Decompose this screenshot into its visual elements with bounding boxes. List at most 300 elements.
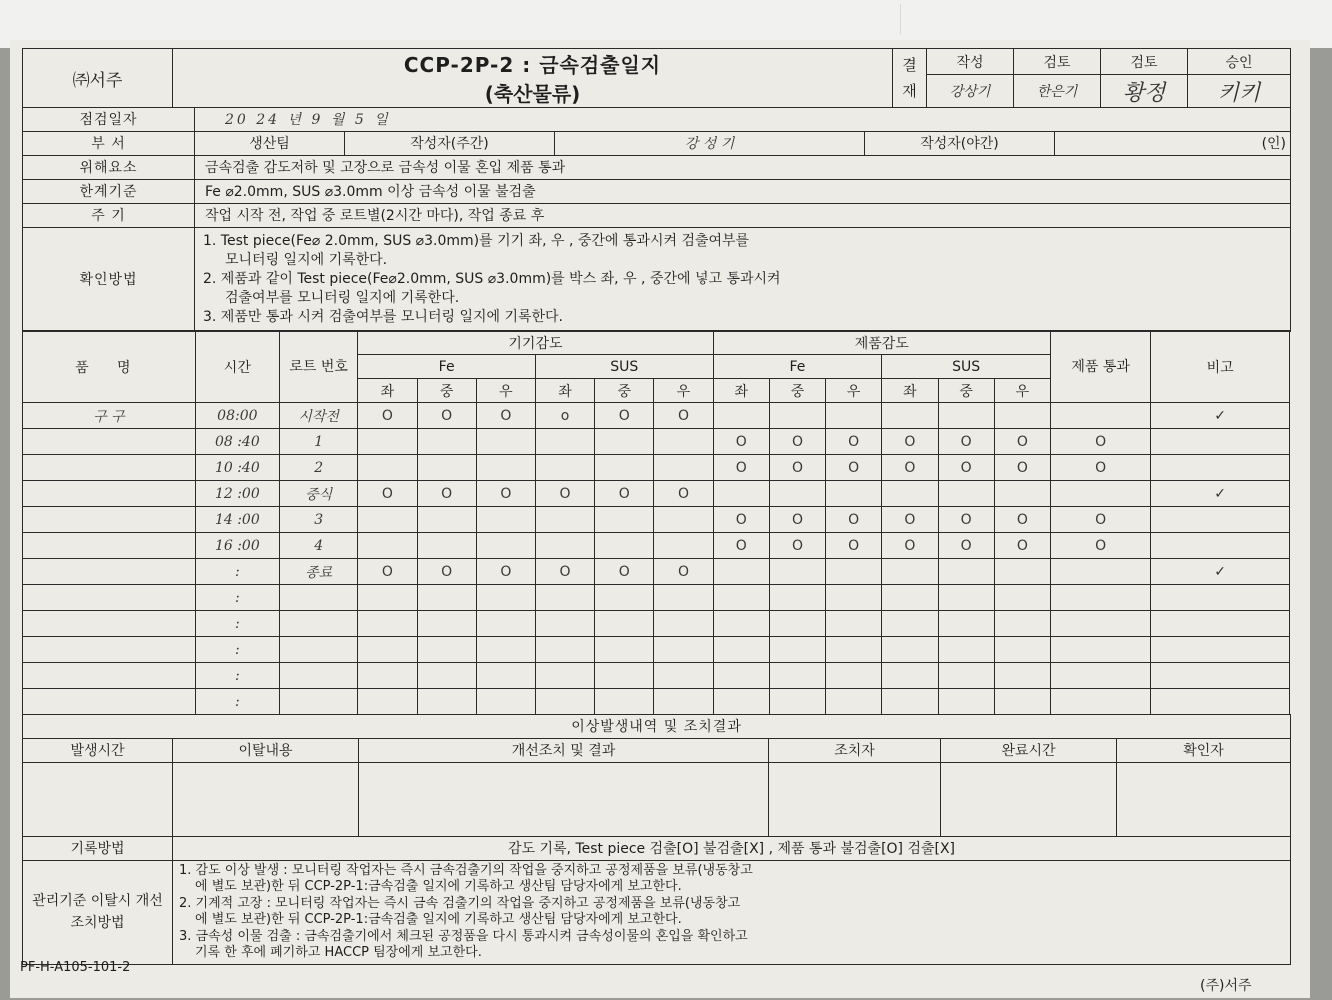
date-label: 점검일자 <box>23 107 195 131</box>
sensitivity-cell: O <box>938 533 994 559</box>
lot-cell <box>280 637 358 663</box>
time-cell: : <box>195 585 279 611</box>
mgmt-line: 1. 감도 이상 발생 : 모니터링 작업자는 즉시 금속검출기의 작업을 중지하고 공정제품을 보류(냉동창고 <box>179 862 753 878</box>
company-name: ㈜서주 <box>23 49 173 108</box>
method-line: 3. 제품만 통과 시켜 검출여부를 모니터링 일지에 기록한다. <box>203 308 564 325</box>
col-lot: 로트 번호 <box>280 331 358 403</box>
sensitivity-cell: O <box>654 481 713 507</box>
sensitivity-cell: O <box>417 559 476 585</box>
sensitivity-cell <box>476 507 535 533</box>
sensitivity-cell <box>476 585 535 611</box>
sensitivity-cell: O <box>713 429 769 455</box>
sensitivity-cell <box>358 637 417 663</box>
sensitivity-cell: O <box>994 533 1050 559</box>
sensitivity-cell: O <box>595 403 654 429</box>
sensitivity-cell <box>938 481 994 507</box>
sensitivity-cell <box>654 455 713 481</box>
lot-cell: 1 <box>280 429 358 455</box>
sensitivity-cell <box>476 663 535 689</box>
sensitivity-cell: O <box>882 429 938 455</box>
sensitivity-cell: O <box>535 481 594 507</box>
lot-cell: 2 <box>280 455 358 481</box>
incident-col: 완료시간 <box>941 738 1117 762</box>
approval-signature: 강상기 <box>927 75 1014 108</box>
product-cell <box>23 455 196 481</box>
sensitivity-cell <box>713 403 769 429</box>
sensitivity-cell <box>882 585 938 611</box>
lot-cell: 중식 <box>280 481 358 507</box>
sensitivity-cell: O <box>826 507 882 533</box>
sensitivity-cell <box>417 455 476 481</box>
product-cell <box>23 663 196 689</box>
lot-cell: 시작전 <box>280 403 358 429</box>
sensitivity-cell <box>595 585 654 611</box>
sensitivity-cell <box>417 585 476 611</box>
sensitivity-cell: O <box>769 507 825 533</box>
approval-signature: 키키 <box>1188 75 1291 108</box>
sensitivity-cell: O <box>994 455 1050 481</box>
pass-cell <box>1050 481 1150 507</box>
sensitivity-cell <box>713 585 769 611</box>
sensitivity-cell <box>595 507 654 533</box>
approval-signature: 한은기 <box>1014 75 1101 108</box>
sensitivity-cell <box>417 611 476 637</box>
position-header: 우 <box>994 379 1050 403</box>
time-cell: 08 :40 <box>195 429 279 455</box>
sensitivity-cell <box>826 481 882 507</box>
sensitivity-cell: O <box>882 533 938 559</box>
limit-value: Fe ⌀2.0mm, SUS ⌀3.0mm 이상 금속성 이물 불검출 <box>195 179 1291 203</box>
sensitivity-cell <box>417 689 476 715</box>
sensitivity-cell: O <box>826 455 882 481</box>
time-cell: : <box>195 663 279 689</box>
mgmt-line: 3. 금속성 이물 검출 : 금속검출기에서 체크된 공정품을 다시 통과시켜 금속성이물의 혼입을 확인하고 <box>179 928 748 944</box>
sensitivity-cell <box>938 689 994 715</box>
product-cell <box>23 689 196 715</box>
sensitivity-cell <box>882 689 938 715</box>
pass-cell: O <box>1050 507 1150 533</box>
sensitivity-cell <box>826 689 882 715</box>
mgmt-line: 2. 기계적 고장 : 모니터링 작업자는 즉시 금속 검출기의 작업을 중지하고 공정제품을 보류(냉동창고 <box>179 895 741 911</box>
mgmt-line: 에 별도 보관)한 뒤 CCP-2P-1:금속검출 일지에 기록하고 생산팀 담당자에게 보고한다. <box>195 912 682 927</box>
sensitivity-cell: O <box>476 481 535 507</box>
col-machine-sens: 기기감도 <box>358 331 713 355</box>
approval-role: 검토 <box>1101 49 1188 75</box>
lot-cell: 종료 <box>280 559 358 585</box>
sensitivity-cell: o <box>535 403 594 429</box>
sensitivity-cell <box>654 585 713 611</box>
incident-table <box>22 714 1291 965</box>
time-cell: 16 :00 <box>195 533 279 559</box>
sensitivity-cell <box>882 481 938 507</box>
table-row <box>23 455 1290 481</box>
note-cell <box>1151 611 1290 637</box>
sensitivity-cell: O <box>417 403 476 429</box>
sensitivity-cell <box>713 611 769 637</box>
sensitivity-cell <box>713 637 769 663</box>
sensitivity-cell <box>994 689 1050 715</box>
sensitivity-cell <box>826 663 882 689</box>
incident-col: 개선조치 및 결과 <box>359 738 769 762</box>
sensitivity-cell <box>417 663 476 689</box>
approval-role: 승인 <box>1188 49 1291 75</box>
sensitivity-cell <box>826 637 882 663</box>
mgmt-line: 에 별도 보관)한 뒤 CCP-2P-1:금속검출 일지에 기록하고 생산팀 담당자에게 보고한다. <box>195 879 682 894</box>
sensitivity-cell: O <box>595 559 654 585</box>
product-cell <box>23 559 196 585</box>
title-line1: CCP-2P-2 : 금속검출일지 <box>403 53 662 77</box>
table-row <box>23 689 1290 715</box>
note-cell: ✓ <box>1151 559 1290 585</box>
sensitivity-cell <box>654 507 713 533</box>
table-row <box>23 585 1290 611</box>
sensitivity-cell: O <box>654 403 713 429</box>
sensitivity-cell <box>769 689 825 715</box>
sensitivity-cell <box>769 637 825 663</box>
sensitivity-cell <box>595 637 654 663</box>
pass-cell: O <box>1050 455 1150 481</box>
sensitivity-cell: O <box>769 429 825 455</box>
dept-value: 생산팀 <box>195 131 345 155</box>
sensitivity-cell <box>417 429 476 455</box>
incident-col: 발생시간 <box>23 738 173 762</box>
note-cell <box>1151 585 1290 611</box>
sensitivity-cell: O <box>769 455 825 481</box>
lot-cell: 4 <box>280 533 358 559</box>
mgmt-label: 관리기준 이탈시 개선조치방법 <box>23 860 173 964</box>
sensitivity-cell <box>654 637 713 663</box>
sensitivity-cell <box>654 663 713 689</box>
record-label: 기록방법 <box>23 836 173 860</box>
time-cell: : <box>195 689 279 715</box>
sensitivity-cell <box>358 429 417 455</box>
position-header: 중 <box>417 379 476 403</box>
doc-code: PF-H-A105-101-2 <box>20 960 131 975</box>
sensitivity-cell <box>713 663 769 689</box>
sensitivity-cell <box>882 611 938 637</box>
sensitivity-cell: O <box>769 533 825 559</box>
method-line: 검출여부를 모니터링 일지에 기록한다. <box>225 289 460 306</box>
note-cell <box>1151 507 1290 533</box>
sensitivity-cell <box>654 429 713 455</box>
sensitivity-cell <box>713 559 769 585</box>
writer-day-label: 작성자(주간) <box>345 131 555 155</box>
title-line2: (축산물류) <box>484 82 581 106</box>
note-cell: ✓ <box>1151 403 1290 429</box>
position-header: 우 <box>476 379 535 403</box>
pass-cell <box>1050 637 1150 663</box>
sensitivity-cell <box>358 507 417 533</box>
sensitivity-cell: O <box>882 455 938 481</box>
sensitivity-cell <box>882 559 938 585</box>
pass-cell <box>1050 663 1150 689</box>
cycle-label: 주 기 <box>23 203 195 227</box>
mgmt-line: 기록 한 후에 폐기하고 HACCP 팀장에게 보고한다. <box>195 945 482 960</box>
note-cell <box>1151 663 1290 689</box>
sensitivity-cell <box>654 533 713 559</box>
sensitivity-cell <box>769 663 825 689</box>
metal-detection-log-form <box>22 48 1290 965</box>
sensitivity-cell <box>769 559 825 585</box>
sensitivity-cell <box>595 533 654 559</box>
sensitivity-cell <box>938 559 994 585</box>
position-header: 우 <box>654 379 713 403</box>
pass-cell <box>1050 559 1150 585</box>
sensitivity-cell <box>358 533 417 559</box>
pass-cell: O <box>1050 429 1150 455</box>
sensitivity-cell <box>595 663 654 689</box>
sensitivity-cell: O <box>595 481 654 507</box>
product-cell <box>23 585 196 611</box>
sensitivity-cell: O <box>358 403 417 429</box>
sensitivity-cell <box>535 507 594 533</box>
col-time: 시간 <box>195 331 279 403</box>
sensitivity-cell <box>713 481 769 507</box>
sensitivity-cell: O <box>476 403 535 429</box>
approval-signature: 황정 <box>1101 75 1188 108</box>
sensitivity-cell <box>938 663 994 689</box>
note-cell <box>1151 455 1290 481</box>
time-cell: 12 :00 <box>195 481 279 507</box>
table-row <box>23 663 1290 689</box>
writer-night-label: 작성자(야간) <box>865 131 1055 155</box>
sensitivity-cell <box>535 533 594 559</box>
form-title <box>173 49 893 108</box>
position-header: 좌 <box>535 379 594 403</box>
sensitivity-cell <box>994 559 1050 585</box>
pass-cell <box>1050 403 1150 429</box>
sensitivity-cell <box>769 585 825 611</box>
lot-cell <box>280 689 358 715</box>
product-cell <box>23 637 196 663</box>
note-cell: ✓ <box>1151 481 1290 507</box>
sensitivity-cell <box>994 637 1050 663</box>
sensitivity-cell <box>417 637 476 663</box>
sensitivity-cell <box>826 611 882 637</box>
product-cell <box>23 533 196 559</box>
col-pass: 제품 통과 <box>1050 331 1150 403</box>
method-label: 확인방법 <box>23 227 195 331</box>
incident-cell <box>1117 762 1291 836</box>
sensitivity-cell <box>476 533 535 559</box>
log-table <box>22 330 1290 715</box>
sensitivity-cell: O <box>882 507 938 533</box>
position-header: 좌 <box>358 379 417 403</box>
sensitivity-cell: O <box>358 481 417 507</box>
lot-cell <box>280 663 358 689</box>
lot-cell <box>280 611 358 637</box>
hazard-label: 위해요소 <box>23 155 195 179</box>
incident-cell <box>769 762 941 836</box>
sensitivity-cell <box>938 585 994 611</box>
table-row <box>23 429 1290 455</box>
approval-label: 결재 <box>893 49 927 108</box>
sensitivity-cell <box>535 429 594 455</box>
sensitivity-cell <box>595 611 654 637</box>
cycle-value: 작업 시작 전, 작업 중 로트별(2시간 마다), 작업 종료 후 <box>195 203 1291 227</box>
sensitivity-cell: O <box>713 455 769 481</box>
incident-title: 이상발생내역 및 조치결과 <box>23 714 1291 738</box>
date-value: 20 24 년 9 월 5 일 <box>195 107 1291 131</box>
writer-day-value: 강 성 기 <box>555 131 865 155</box>
sensitivity-cell <box>994 403 1050 429</box>
col-note: 비고 <box>1151 331 1290 403</box>
sensitivity-cell <box>994 481 1050 507</box>
sensitivity-cell <box>595 689 654 715</box>
table-row <box>23 559 1290 585</box>
sensitivity-cell <box>358 611 417 637</box>
approval-role: 검토 <box>1014 49 1101 75</box>
sensitivity-cell <box>535 611 594 637</box>
incident-col: 이탈내용 <box>173 738 359 762</box>
sensitivity-cell <box>826 559 882 585</box>
pass-cell <box>1050 689 1150 715</box>
sensitivity-cell <box>769 481 825 507</box>
pass-cell: O <box>1050 533 1150 559</box>
sensitivity-cell <box>476 429 535 455</box>
sensitivity-cell <box>476 611 535 637</box>
col-product-sens: 제품감도 <box>713 331 1050 355</box>
sensitivity-cell: O <box>938 455 994 481</box>
sensitivity-cell: O <box>654 559 713 585</box>
sensitivity-cell <box>769 611 825 637</box>
col-product: 품 명 <box>23 331 196 403</box>
time-cell: 08:00 <box>195 403 279 429</box>
sensitivity-cell: O <box>476 559 535 585</box>
product-cell <box>23 429 196 455</box>
note-cell <box>1151 689 1290 715</box>
sensitivity-cell <box>358 455 417 481</box>
position-header: 중 <box>938 379 994 403</box>
sensitivity-cell <box>994 663 1050 689</box>
info-table <box>22 107 1291 332</box>
sensitivity-cell: O <box>358 559 417 585</box>
sensitivity-cell: O <box>535 559 594 585</box>
lot-cell: 3 <box>280 507 358 533</box>
sensitivity-cell <box>535 637 594 663</box>
sensitivity-cell <box>826 585 882 611</box>
note-cell <box>1151 637 1290 663</box>
sensitivity-cell <box>417 507 476 533</box>
sensitivity-cell <box>713 689 769 715</box>
time-cell: 14 :00 <box>195 507 279 533</box>
time-cell: : <box>195 637 279 663</box>
position-header: 중 <box>769 379 825 403</box>
table-row <box>23 403 1290 429</box>
sensitivity-cell <box>358 663 417 689</box>
table-row <box>23 611 1290 637</box>
table-row <box>23 533 1290 559</box>
sensitivity-cell <box>358 585 417 611</box>
sensitivity-cell <box>595 455 654 481</box>
approval-role: 작성 <box>927 49 1014 75</box>
hazard-value: 금속검출 감도저하 및 고장으로 금속성 이물 혼입 제품 통과 <box>195 155 1291 179</box>
sensitivity-cell: O <box>994 429 1050 455</box>
header-table <box>22 48 1291 108</box>
method-text <box>195 227 1291 331</box>
col-machine-sus: SUS <box>535 355 713 379</box>
limit-label: 한계기준 <box>23 179 195 203</box>
seal-mark: (인) <box>1055 131 1291 155</box>
product-cell <box>23 611 196 637</box>
table-row <box>23 507 1290 533</box>
method-line: 2. 제품과 같이 Test piece(Fe⌀2.0mm, SUS ⌀3.0mm)를 박스 좌, 우 , 중간에 넣고 통과시켜 <box>203 270 781 287</box>
col-product-fe: Fe <box>713 355 882 379</box>
sensitivity-cell <box>826 403 882 429</box>
product-cell <box>23 481 196 507</box>
position-header: 좌 <box>882 379 938 403</box>
sensitivity-cell <box>882 663 938 689</box>
table-row <box>23 637 1290 663</box>
sensitivity-cell: O <box>826 533 882 559</box>
incident-col: 조치자 <box>769 738 941 762</box>
sensitivity-cell <box>476 455 535 481</box>
sensitivity-cell: O <box>713 507 769 533</box>
sensitivity-cell <box>476 689 535 715</box>
sensitivity-cell: O <box>938 507 994 533</box>
note-cell <box>1151 429 1290 455</box>
time-cell: : <box>195 559 279 585</box>
incident-cell <box>941 762 1117 836</box>
log-body <box>23 403 1290 715</box>
sensitivity-cell <box>938 611 994 637</box>
sensitivity-cell <box>417 533 476 559</box>
position-header: 우 <box>826 379 882 403</box>
sensitivity-cell <box>938 403 994 429</box>
method-line: 모니터링 일지에 기록한다. <box>225 251 388 268</box>
sensitivity-cell: O <box>417 481 476 507</box>
sensitivity-cell: O <box>713 533 769 559</box>
product-cell <box>23 507 196 533</box>
sensitivity-cell <box>882 637 938 663</box>
incident-col: 확인자 <box>1117 738 1291 762</box>
sensitivity-cell: O <box>994 507 1050 533</box>
position-header: 좌 <box>713 379 769 403</box>
time-cell: 10 :40 <box>195 455 279 481</box>
pass-cell <box>1050 585 1150 611</box>
sensitivity-cell <box>654 689 713 715</box>
col-machine-fe: Fe <box>358 355 536 379</box>
mgmt-text <box>173 860 1291 964</box>
method-line: 1. Test piece(Fe⌀ 2.0mm, SUS ⌀3.0mm)를 기기 좌, 우 , 중간에 통과시켜 검출여부를 <box>203 232 750 249</box>
lot-cell <box>280 585 358 611</box>
sensitivity-cell <box>535 663 594 689</box>
incident-cell <box>173 762 359 836</box>
sensitivity-cell <box>938 637 994 663</box>
sensitivity-cell <box>535 455 594 481</box>
incident-cell <box>359 762 769 836</box>
footer-company: (주)서주 <box>1200 978 1252 994</box>
position-header: 중 <box>595 379 654 403</box>
product-cell: 구 구 <box>23 403 196 429</box>
record-value: 감도 기록, Test piece 검출[O] 불검출[X] , 제품 통과 불검출[O] 검출[X] <box>173 836 1291 860</box>
sensitivity-cell: O <box>826 429 882 455</box>
dept-label: 부 서 <box>23 131 195 155</box>
sensitivity-cell <box>882 403 938 429</box>
sensitivity-cell <box>535 689 594 715</box>
sensitivity-cell: O <box>938 429 994 455</box>
sensitivity-cell <box>535 585 594 611</box>
note-cell <box>1151 533 1290 559</box>
table-row <box>23 481 1290 507</box>
sensitivity-cell <box>358 689 417 715</box>
time-cell: : <box>195 611 279 637</box>
sensitivity-cell <box>595 429 654 455</box>
sensitivity-cell <box>654 611 713 637</box>
col-product-sus: SUS <box>882 355 1051 379</box>
sensitivity-cell <box>994 611 1050 637</box>
pass-cell <box>1050 611 1150 637</box>
